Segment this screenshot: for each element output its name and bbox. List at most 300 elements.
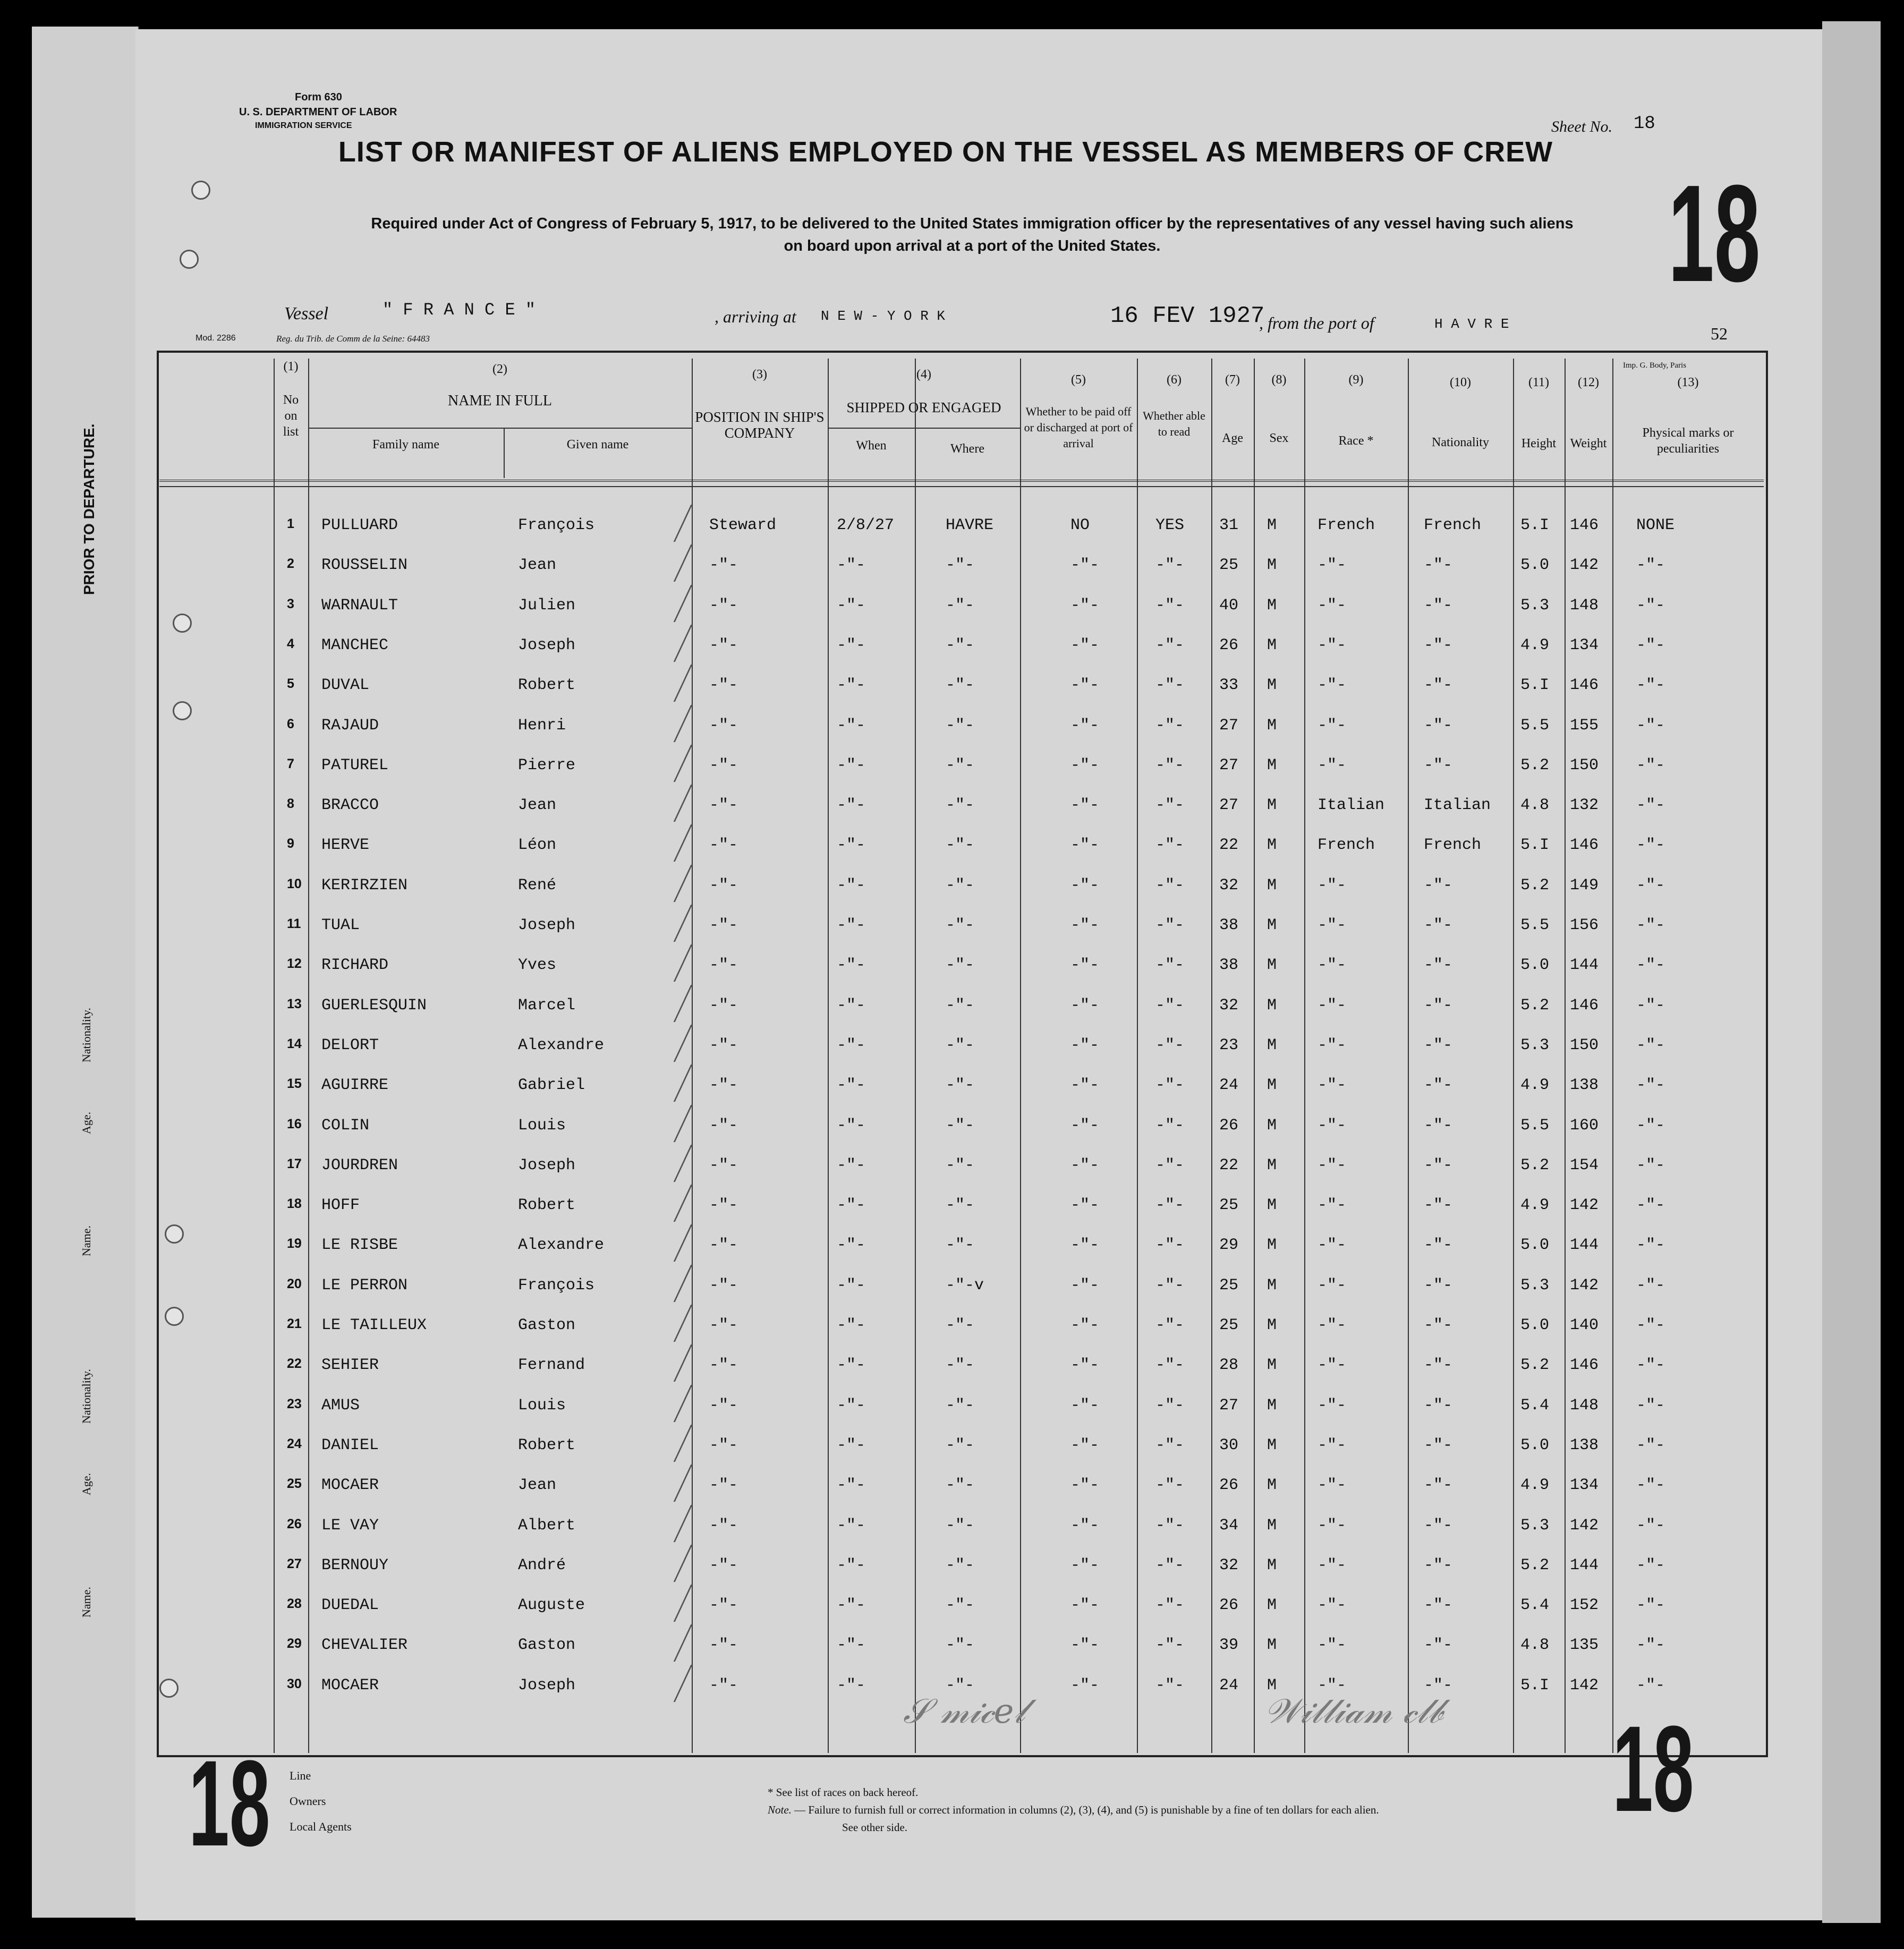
cell-sex: M (1267, 1036, 1277, 1054)
cell-sex: M (1267, 1476, 1277, 1495)
cell-paid: -"- (1070, 676, 1100, 695)
cell-read: -"- (1155, 1196, 1185, 1215)
cell-sex: M (1267, 1276, 1277, 1295)
cell-marks: -"- (1636, 876, 1665, 895)
cell-given: Julien (518, 596, 576, 615)
table-row (0, 1117, 1904, 1157)
cell-nationality: -"- (1424, 1036, 1453, 1054)
cell-no: 29 (287, 1636, 302, 1652)
cell-given: Alexandre (518, 1236, 605, 1255)
cell-race: -"- (1318, 1516, 1347, 1535)
cell-marks: -"- (1636, 1436, 1665, 1454)
cell-race: -"- (1318, 1116, 1347, 1135)
cell-paid: NO (1070, 516, 1090, 534)
cell-position: -"- (709, 596, 738, 615)
cell-weight: 160 (1570, 1116, 1599, 1135)
cell-when: -"- (837, 1276, 866, 1295)
cell-paid: -"- (1070, 1476, 1100, 1495)
cell-given: Léon (518, 836, 557, 855)
cell-paid: -"- (1070, 1316, 1100, 1334)
cell-family: DANIEL (321, 1436, 379, 1454)
footer-note (768, 1803, 1596, 1817)
cell-sex: M (1267, 756, 1277, 775)
cell-nationality: -"- (1424, 1596, 1453, 1615)
cell-position: -"- (709, 836, 738, 855)
form-number: Form 630 (295, 91, 342, 103)
cell-read: -"- (1155, 1236, 1185, 1255)
cell-weight: 135 (1570, 1636, 1599, 1655)
table-row (0, 836, 1904, 876)
col4a-header: When (856, 439, 887, 453)
cell-nationality: -"- (1424, 996, 1453, 1015)
cell-nationality: -"- (1424, 876, 1453, 895)
cell-when: -"- (837, 676, 866, 695)
cell-sex: M (1267, 716, 1277, 735)
cell-read: -"- (1155, 1276, 1185, 1295)
cell-read: -"- (1155, 1596, 1185, 1615)
cell-read: -"- (1155, 556, 1185, 575)
cell-given: Alexandre (518, 1036, 605, 1054)
cell-weight: 134 (1570, 636, 1599, 654)
cell-height: 5.5 (1520, 716, 1550, 735)
cell-read: -"- (1155, 1356, 1185, 1375)
cell-paid: -"- (1070, 1196, 1100, 1215)
cell-given: Gaston (518, 1316, 576, 1334)
cell-nationality: -"- (1424, 636, 1453, 654)
side-label-prior: PRIOR TO DEPARTURE. (81, 423, 97, 595)
cell-when: -"- (837, 1076, 866, 1095)
side-label-age: Age. (80, 1111, 93, 1134)
cell-height: 5.2 (1520, 876, 1550, 895)
cell-weight: 144 (1570, 956, 1599, 975)
cell-where: -"- (946, 1596, 975, 1615)
cell-family: BERNOUY (321, 1556, 389, 1574)
cell-sex: M (1267, 676, 1277, 695)
cell-no: 7 (287, 756, 294, 771)
cell-family: HERVE (321, 836, 370, 855)
cell-weight: 146 (1570, 996, 1599, 1015)
cell-given: François (518, 1276, 595, 1295)
cell-where: -"- (946, 916, 975, 934)
cell-position: Steward (709, 516, 777, 534)
cell-when: -"- (837, 996, 866, 1015)
cell-family: MOCAER (321, 1476, 379, 1495)
cell-when: -"- (837, 1476, 866, 1495)
cell-height: 5.I (1520, 836, 1550, 855)
cell-sex: M (1267, 1356, 1277, 1375)
cell-paid: -"- (1070, 1636, 1100, 1655)
arrival-date: 16 FEV 1927 (1110, 303, 1265, 329)
cell-read: -"- (1155, 1316, 1185, 1334)
cell-read: -"- (1155, 996, 1185, 1015)
cell-marks: -"- (1636, 1596, 1665, 1615)
cell-when: -"- (837, 1156, 866, 1174)
cell-race: -"- (1318, 1356, 1347, 1375)
cell-nationality: -"- (1424, 1676, 1453, 1695)
cell-weight: 142 (1570, 1516, 1599, 1535)
cell-given: René (518, 876, 557, 895)
cell-paid: -"- (1070, 1356, 1100, 1375)
arrival-port: N E W - Y O R K (821, 308, 946, 324)
cell-no: 12 (287, 956, 302, 972)
cell-given: Louis (518, 1396, 566, 1415)
cell-age: 38 (1219, 956, 1239, 975)
cell-marks: -"- (1636, 996, 1665, 1015)
cell-nationality: -"- (1424, 1396, 1453, 1415)
cell-nationality: -"- (1424, 596, 1453, 615)
cell-when: -"- (837, 756, 866, 775)
cell-sex: M (1267, 556, 1277, 575)
cell-height: 4.9 (1520, 1476, 1550, 1495)
cell-nationality: -"- (1424, 1636, 1453, 1655)
cell-read: -"- (1155, 836, 1185, 855)
cell-read: -"- (1155, 596, 1185, 615)
col5-number: (5) (1071, 373, 1086, 387)
header-bottom-rule (159, 480, 1764, 482)
cell-when: -"- (837, 916, 866, 934)
cell-race: -"- (1318, 1676, 1347, 1695)
cell-no: 27 (287, 1556, 302, 1571)
footer-owners-label: Owners (290, 1794, 326, 1808)
cell-age: 22 (1219, 836, 1239, 855)
note-label: Note. (768, 1803, 792, 1816)
cell-family: WARNAULT (321, 596, 398, 615)
cell-age: 26 (1219, 636, 1239, 654)
table-row (0, 1196, 1904, 1237)
cell-given: Joseph (518, 1156, 576, 1174)
cell-race: French (1318, 836, 1375, 855)
table-row (0, 1076, 1904, 1117)
cell-no: 18 (287, 1196, 302, 1212)
cell-read: -"- (1155, 916, 1185, 934)
cell-paid: -"- (1070, 796, 1100, 815)
col7-header: Age (1222, 431, 1243, 445)
cell-paid: -"- (1070, 596, 1100, 615)
cell-no: 2 (287, 556, 294, 572)
cell-where: -"- (946, 836, 975, 855)
cell-nationality: -"- (1424, 756, 1453, 775)
cell-paid: -"- (1070, 756, 1100, 775)
cell-family: DUEDAL (321, 1596, 379, 1615)
cell-marks: -"- (1636, 956, 1665, 975)
cell-race: -"- (1318, 1396, 1347, 1415)
cell-paid: -"- (1070, 956, 1100, 975)
cell-family: AMUS (321, 1396, 360, 1415)
cell-paid: -"- (1070, 1396, 1100, 1415)
cell-when: -"- (837, 1196, 866, 1215)
cell-height: 5.I (1520, 676, 1550, 695)
col4-header: SHIPPED OR ENGAGED (846, 399, 1001, 415)
cell-marks: -"- (1636, 1396, 1665, 1415)
service-label: IMMIGRATION SERVICE (255, 121, 352, 130)
cell-age: 25 (1219, 1316, 1239, 1334)
cell-race: -"- (1318, 916, 1347, 934)
cell-given: Jean (518, 556, 557, 575)
cell-given: Henri (518, 716, 566, 735)
cell-race: -"- (1318, 1196, 1347, 1215)
cell-no: 21 (287, 1316, 302, 1331)
cell-family: RAJAUD (321, 716, 379, 735)
cell-family: TUAL (321, 916, 360, 934)
cell-position: -"- (709, 1236, 738, 1255)
cell-height: 5.3 (1520, 1516, 1550, 1535)
cell-family: DELORT (321, 1036, 379, 1054)
cell-race: -"- (1318, 1156, 1347, 1174)
cell-no: 14 (287, 1036, 302, 1051)
cell-sex: M (1267, 836, 1277, 855)
cell-where: -"- (946, 1356, 975, 1375)
cell-paid: -"- (1070, 876, 1100, 895)
cell-race: -"- (1318, 876, 1347, 895)
cell-position: -"- (709, 556, 738, 575)
col5-header: Whether to be paid off or discharged at port of arrival (1024, 405, 1133, 450)
header-divider (308, 428, 692, 429)
cell-height: 5.0 (1520, 556, 1550, 575)
cell-paid: -"- (1070, 1596, 1100, 1615)
cell-where: -"- (946, 556, 975, 575)
cell-read: -"- (1155, 1676, 1185, 1695)
cell-marks: -"- (1636, 676, 1665, 695)
cell-when: -"- (837, 1396, 866, 1415)
cell-no: 19 (287, 1236, 302, 1252)
cell-age: 32 (1219, 996, 1239, 1015)
cell-family: COLIN (321, 1116, 370, 1135)
cell-family: MANCHEC (321, 636, 389, 654)
cell-position: -"- (709, 1676, 738, 1695)
cell-paid: -"- (1070, 1076, 1100, 1095)
vessel-label: Vessel (284, 304, 329, 324)
departure-port: H A V R E (1434, 316, 1509, 332)
cell-family: CHEVALIER (321, 1636, 408, 1655)
cell-age: 40 (1219, 596, 1239, 615)
cell-marks: -"- (1636, 1316, 1665, 1334)
cell-weight: 148 (1570, 596, 1599, 615)
table-row (0, 1156, 1904, 1197)
table-row (0, 676, 1904, 717)
cell-family: MOCAER (321, 1676, 379, 1695)
registry-note: Reg. du Trib. de Comm de la Seine: 64483 (276, 334, 430, 344)
cell-paid: -"- (1070, 916, 1100, 934)
cell-no: 24 (287, 1436, 302, 1451)
cell-race: -"- (1318, 1556, 1347, 1574)
cell-given: Auguste (518, 1596, 585, 1615)
cell-age: 39 (1219, 1636, 1239, 1655)
col13-number: (13) (1677, 376, 1699, 389)
cell-nationality: -"- (1424, 1276, 1453, 1295)
cell-marks: -"- (1636, 1196, 1665, 1215)
cell-marks: -"- (1636, 716, 1665, 735)
cell-nationality: -"- (1424, 916, 1453, 934)
sheet-label: Sheet No. (1551, 118, 1612, 135)
table-row (0, 1316, 1904, 1357)
cell-where: -"- (946, 596, 975, 615)
cell-when: -"- (837, 1636, 866, 1655)
cell-age: 30 (1219, 1436, 1239, 1454)
cell-nationality: -"- (1424, 1476, 1453, 1495)
cell-where: -"- (946, 1196, 975, 1215)
cell-sex: M (1267, 1676, 1277, 1695)
department-label: U. S. DEPARTMENT OF LABOR (239, 106, 397, 118)
table-row (0, 717, 1904, 757)
cell-position: -"- (709, 876, 738, 895)
cell-race: -"- (1318, 996, 1347, 1015)
column-divider (504, 428, 505, 478)
cell-nationality: -"- (1424, 676, 1453, 695)
cell-family: PATUREL (321, 756, 389, 775)
cell-race: -"- (1318, 636, 1347, 654)
cell-family: LE VAY (321, 1516, 379, 1535)
cell-nationality: -"- (1424, 716, 1453, 735)
cell-read: -"- (1155, 1636, 1185, 1655)
cell-age: 32 (1219, 876, 1239, 895)
subtitle-line-2: on board upon arrival at a port of the United States. (784, 237, 1161, 254)
cell-age: 34 (1219, 1516, 1239, 1535)
cell-nationality: -"- (1424, 1156, 1453, 1174)
cell-marks: NONE (1636, 516, 1675, 534)
officer-signature: 𝒲𝒾𝓁𝓁𝒾𝒶𝓂 𝒸𝓁𝒷 (1264, 1692, 1443, 1731)
cell-sex: M (1267, 1316, 1277, 1334)
cell-marks: -"- (1636, 1356, 1665, 1375)
cell-paid: -"- (1070, 1436, 1100, 1454)
cell-family: BRACCO (321, 796, 379, 815)
cell-when: -"- (837, 1316, 866, 1334)
cell-where: -"- (946, 716, 975, 735)
cell-race: -"- (1318, 596, 1347, 615)
vessel-name: " F R A N C E " (382, 300, 536, 320)
cell-given: Joseph (518, 916, 576, 934)
col4b-header: Where (950, 442, 984, 456)
cell-where: -"- (946, 636, 975, 654)
cell-race: -"- (1318, 1436, 1347, 1454)
cell-no: 22 (287, 1356, 302, 1372)
cell-read: -"- (1155, 716, 1185, 735)
cell-age: 31 (1219, 516, 1239, 534)
col1-header: No on list (283, 393, 299, 439)
punch-hole (180, 250, 199, 269)
cell-where: -"- (946, 1516, 975, 1535)
side-label-age: Age. (80, 1473, 93, 1495)
col13-header: Physical marks or peculiarities (1642, 426, 1734, 456)
cell-family: LE TAILLEUX (321, 1316, 427, 1334)
cell-when: -"- (837, 596, 866, 615)
col2a-header: Family name (372, 438, 439, 452)
header-divider (828, 428, 1020, 429)
cell-nationality: -"- (1424, 1076, 1453, 1095)
cell-when: -"- (837, 1676, 866, 1695)
cell-when: -"- (837, 876, 866, 895)
cell-no: 1 (287, 516, 294, 531)
cell-family: SEHIER (321, 1356, 379, 1375)
cell-position: -"- (709, 1316, 738, 1334)
race-note: * See list of races on back hereof. (768, 1786, 919, 1799)
cell-marks: -"- (1636, 796, 1665, 815)
col11-header: Height (1521, 437, 1557, 450)
cell-age: 24 (1219, 1076, 1239, 1095)
cell-marks: -"- (1636, 1036, 1665, 1054)
cell-read: -"- (1155, 636, 1185, 654)
cell-where: -"- (946, 1316, 975, 1334)
cell-weight: 142 (1570, 556, 1599, 575)
cell-marks: -"- (1636, 636, 1665, 654)
cell-age: 38 (1219, 916, 1239, 934)
cell-height: 5.5 (1520, 1116, 1550, 1135)
col3-number: (3) (752, 368, 767, 381)
cell-read: -"- (1155, 756, 1185, 775)
cell-family: ROUSSELIN (321, 556, 408, 575)
cell-where: -"- (946, 1476, 975, 1495)
cell-weight: 138 (1570, 1076, 1599, 1095)
table-row (0, 756, 1904, 797)
printer-note: Imp. G. Body, Paris (1623, 361, 1687, 370)
cell-read: -"- (1155, 1516, 1185, 1535)
cell-weight: 138 (1570, 1436, 1599, 1454)
cell-sex: M (1267, 1516, 1277, 1535)
cell-sex: M (1267, 636, 1277, 654)
cell-weight: 150 (1570, 1036, 1599, 1054)
cell-when: -"- (837, 956, 866, 975)
cell-sex: M (1267, 996, 1277, 1015)
cell-no: 23 (287, 1396, 302, 1411)
table-row (0, 1436, 1904, 1477)
cell-no: 4 (287, 636, 294, 651)
cell-race: -"- (1318, 716, 1347, 735)
cell-no: 11 (287, 916, 301, 931)
page-number: 52 (1711, 324, 1728, 343)
col2-number: (2) (492, 362, 507, 376)
cell-nationality: -"- (1424, 956, 1453, 975)
col8-header: Sex (1269, 431, 1289, 445)
cell-paid: -"- (1070, 636, 1100, 654)
cell-paid: -"- (1070, 1556, 1100, 1574)
cell-race: -"- (1318, 1236, 1347, 1255)
cell-position: -"- (709, 796, 738, 815)
cell-where: -"- (946, 1436, 975, 1454)
cell-nationality: French (1424, 516, 1482, 534)
cell-weight: 146 (1570, 676, 1599, 695)
cell-height: 5.0 (1520, 1316, 1550, 1334)
cell-when: -"- (837, 1036, 866, 1054)
col2-header: NAME IN FULL (448, 393, 552, 409)
cell-sex: M (1267, 1236, 1277, 1255)
cell-no: 20 (287, 1276, 302, 1291)
table-row (0, 796, 1904, 837)
cell-given: Joseph (518, 1676, 576, 1695)
cell-marks: -"- (1636, 1236, 1665, 1255)
cell-age: 32 (1219, 1556, 1239, 1574)
table-row (0, 1636, 1904, 1676)
cell-where: -"- (946, 996, 975, 1015)
cell-height: 5.I (1520, 516, 1550, 534)
cell-age: 27 (1219, 1396, 1239, 1415)
cell-when: -"- (837, 1516, 866, 1535)
table-row (0, 1596, 1904, 1637)
col10-number: (10) (1450, 376, 1471, 389)
cell-paid: -"- (1070, 716, 1100, 735)
cell-family: LE RISBE (321, 1236, 398, 1255)
table-row (0, 997, 1904, 1037)
sheet-stamp-number: 18 (1668, 157, 1761, 311)
cell-family: LE PERRON (321, 1276, 408, 1295)
see-other-side: See other side. (842, 1821, 908, 1834)
cell-when: -"- (837, 1596, 866, 1615)
cell-race: -"- (1318, 1476, 1347, 1495)
cell-no: 6 (287, 716, 294, 731)
cell-given: Joseph (518, 636, 576, 654)
table-row (0, 516, 1904, 557)
cell-read: -"- (1155, 1156, 1185, 1174)
note-text: — Failure to furnish full or correct information in columns (2), (3), (4), and (5) is punishable by a fine of ten dollars for each alien. (794, 1803, 1379, 1816)
cell-weight: 134 (1570, 1476, 1599, 1495)
